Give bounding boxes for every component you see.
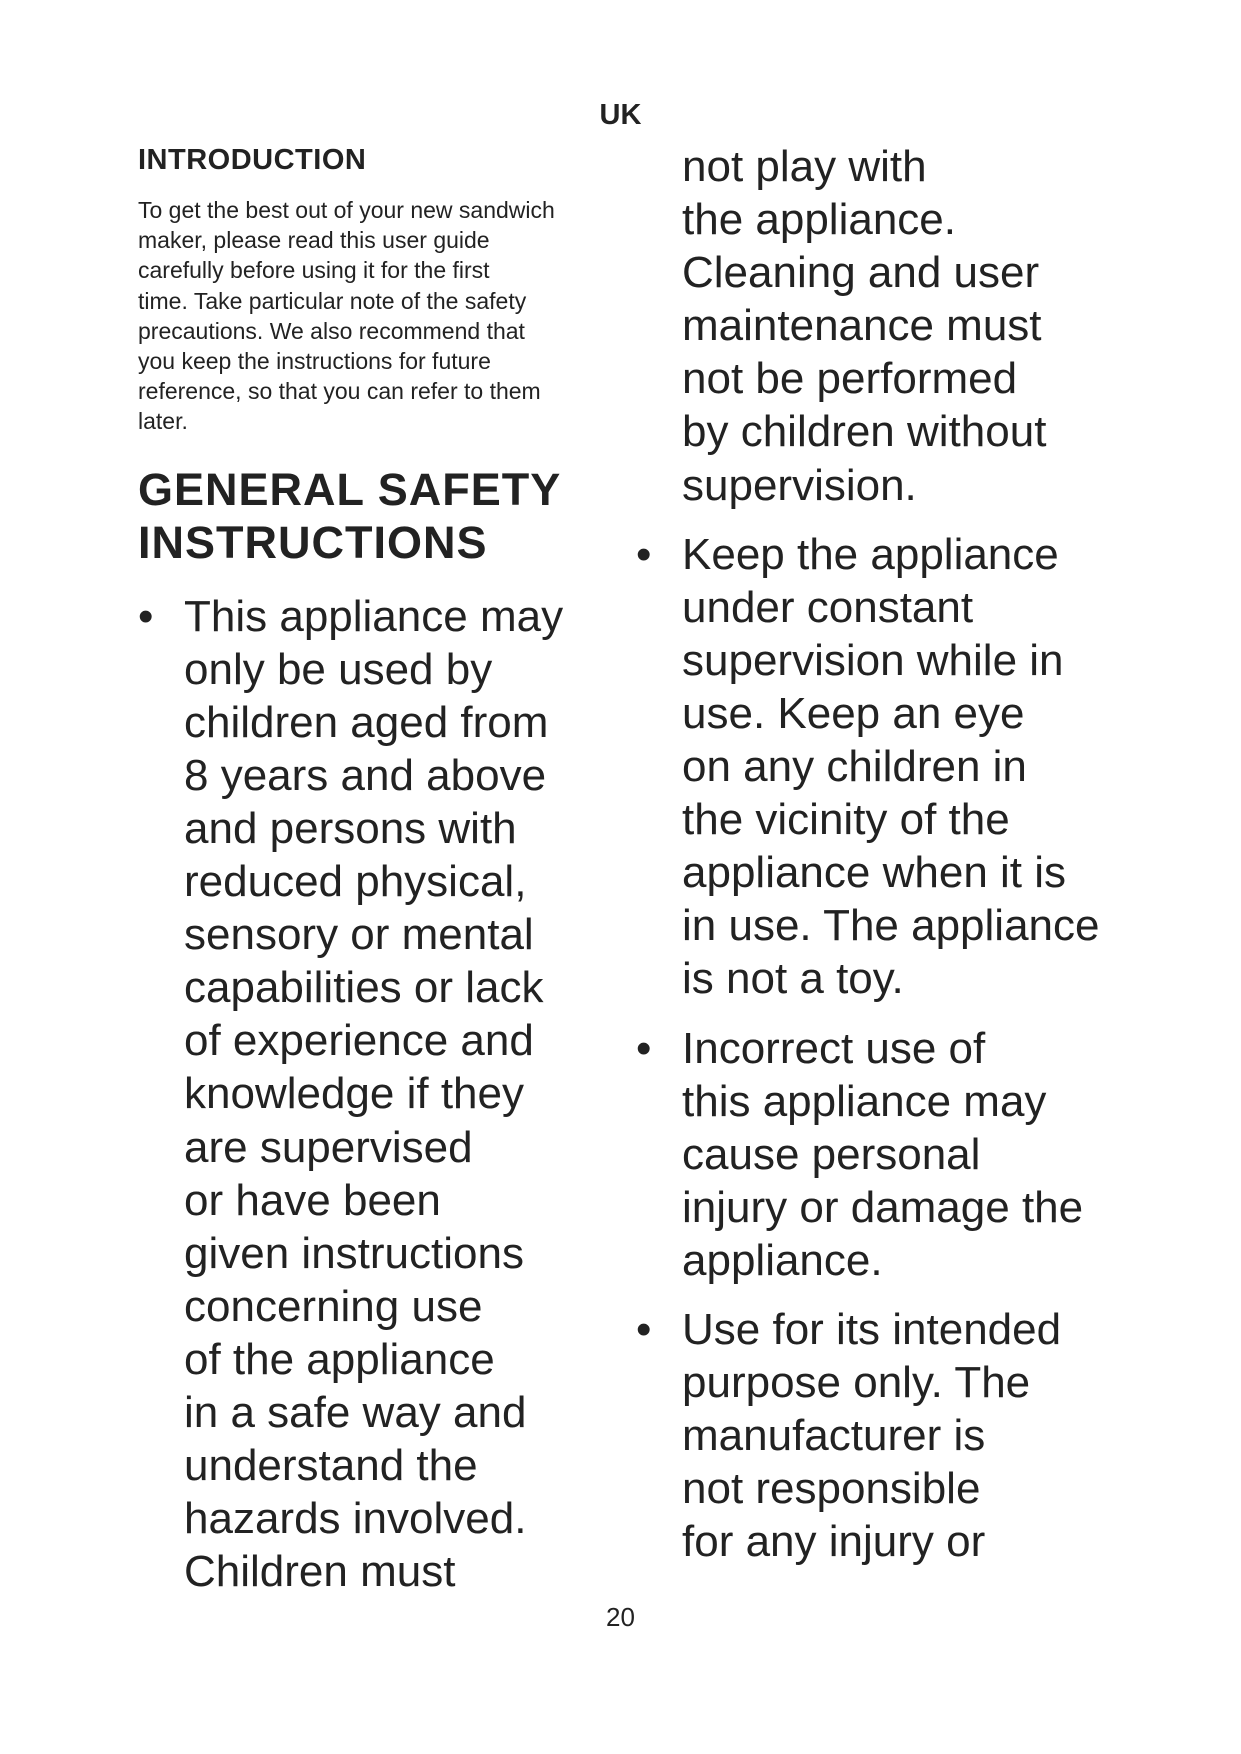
- bullet-line: of the appliance: [184, 1334, 495, 1384]
- page-number: 20: [606, 1602, 635, 1632]
- intro-line: reference, so that you can refer to them: [138, 378, 541, 405]
- region-label: UK: [599, 99, 642, 131]
- safety-bullet-2: [636, 528, 1196, 1006]
- intro-line: you keep the instructions for future: [138, 348, 491, 375]
- bullet-line: supervision while in: [682, 635, 1064, 685]
- bullet-line: maintenance must: [682, 301, 1042, 351]
- bullet-icon: •: [636, 1304, 652, 1354]
- intro-line: maker, please read this user guide: [138, 227, 490, 254]
- safety-bullet-4: [636, 1303, 1196, 1568]
- bullet-line: not responsible: [682, 1464, 981, 1514]
- bullet-line: sensory or mental: [184, 910, 534, 960]
- bullet-line: given instructions: [184, 1228, 524, 1278]
- intro-line: later.: [138, 408, 188, 435]
- bullet-line: is not a toy.: [682, 954, 904, 1004]
- bullet-line: injury or damage the: [682, 1182, 1084, 1232]
- bullet-line: Cleaning and user: [682, 248, 1040, 298]
- safety-bullet-3: [636, 1022, 1196, 1287]
- bullet-line: understand the: [184, 1441, 478, 1491]
- bullet-line: Use for its intended: [682, 1304, 1062, 1354]
- bullet-line: of experience and: [184, 1016, 534, 1066]
- safety-bullet-1-continued: [636, 140, 1196, 512]
- safety-heading: [138, 463, 618, 569]
- bullet-line: reduced physical,: [184, 857, 527, 907]
- bullet-line: not be performed: [682, 354, 1018, 404]
- bullet-icon: •: [636, 1023, 652, 1073]
- bullet-line: not play with: [682, 142, 927, 191]
- bullet-line: only be used by: [184, 644, 493, 694]
- bullet-line: the appliance.: [682, 195, 956, 245]
- intro-line: carefully before using it for the first: [138, 257, 490, 284]
- bullet-line: cause personal: [682, 1129, 981, 1179]
- bullet-icon: •: [636, 529, 652, 579]
- introduction-paragraph: [138, 195, 618, 437]
- bullet-line: knowledge if they: [184, 1069, 524, 1119]
- bullet-line: concerning use: [184, 1281, 483, 1331]
- intro-line: To get the best out of your new sandwich: [138, 197, 555, 223]
- bullet-line: this appliance may: [682, 1076, 1047, 1126]
- bullet-line: on any children in: [682, 742, 1027, 792]
- bullet-line: Incorrect use of: [682, 1023, 986, 1073]
- right-column: [636, 140, 1196, 1568]
- safety-heading-line: GENERAL SAFETY: [138, 463, 562, 515]
- bullet-line: use. Keep an eye: [682, 688, 1025, 738]
- bullet-line: the vicinity of the: [682, 795, 1010, 845]
- bullet-line: Keep the appliance: [682, 529, 1059, 579]
- bullet-line: supervision.: [682, 460, 917, 510]
- bullet-line: This appliance may: [184, 591, 564, 641]
- bullet-line: and persons with: [184, 804, 517, 853]
- bullet-line: capabilities or lack: [184, 963, 544, 1013]
- bullet-line: under constant: [682, 582, 974, 632]
- bullet-line: children aged from: [184, 697, 549, 747]
- bullet-line: 8 years and above: [184, 750, 547, 800]
- bullet-line: are supervised: [184, 1122, 473, 1172]
- bullet-line: Children must: [184, 1547, 456, 1597]
- safety-bullet-1: [138, 590, 618, 1599]
- bullet-line: purpose only. The: [682, 1358, 1031, 1408]
- safety-heading-line: INSTRUCTIONS: [138, 516, 488, 568]
- introduction-heading: INTRODUCTION: [138, 144, 367, 176]
- bullet-line: appliance when it is: [682, 848, 1067, 898]
- bullet-line: for any injury or: [682, 1517, 986, 1567]
- intro-line: time. Take particular note of the safety: [138, 287, 527, 314]
- bullet-icon: •: [138, 591, 154, 641]
- intro-line: precautions. We also recommend that: [138, 317, 525, 344]
- bullet-line: hazards involved.: [184, 1494, 527, 1544]
- bullet-line: by children without: [682, 407, 1047, 457]
- bullet-line: or have been: [184, 1175, 441, 1225]
- bullet-line: appliance.: [682, 1235, 883, 1285]
- left-column: [138, 142, 618, 1598]
- bullet-line: in use. The appliance: [682, 901, 1100, 951]
- bullet-line: manufacturer is: [682, 1411, 986, 1461]
- bullet-line: in a safe way and: [184, 1388, 527, 1438]
